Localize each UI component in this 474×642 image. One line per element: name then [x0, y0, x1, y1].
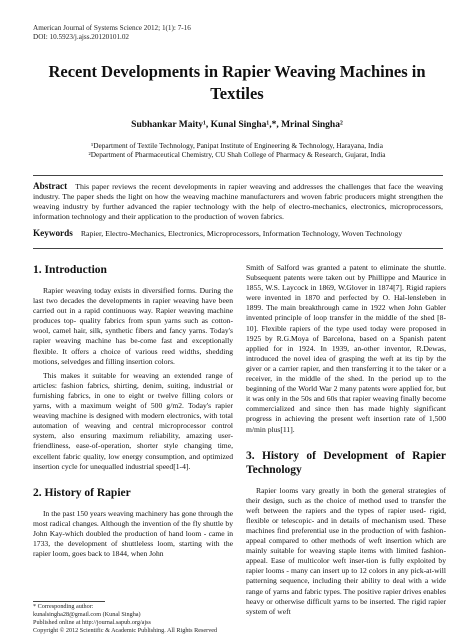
development-paragraph-1: Rapier looms vary greatly in both the general strategies of their design, such as the choice of method used to transfer the weft between the rapiers and the types of rapier used- rigid, flexible or telescopic- and in details of mechanism used. These machines find preferential use in the production of with fashion-appeal compared to other methods of weft insertion which are mainly suitable for weaving staple items with limited fashion-appeal. Ease of multicolor weft inser-tion is fully exploited by rapier looms - many can insert up to 12 colors in any pick-at-will patterning sequence, including their ability to deal with a wide range of yarns and fabric types. The positive rapier drives enables heavy or otherwise difficult yarns to be inserted. The rigid rapier system of weft: [246, 485, 446, 616]
right-column: [246, 263, 446, 621]
footnote-published: Published online at http://journal.sapub.org/ajss: [33, 619, 151, 626]
footnotes: [33, 603, 233, 635]
development-heading: 3. History of Development of Rapier Technology: [246, 449, 446, 476]
keywords: [33, 228, 443, 239]
history-paragraph-1-continued: Smith of Salford was granted a patent to eliminate the shuttle. Subsequent patents were taken out by Phillippe and Maurice in 1855, W.S. Laycock in 1869, W.Glover in 1874[7]. Rigid rapiers were invented in 1870 and perfected by O. Hal-lensleben in 1899. The main breakthrough came in 1922 when John Gabler invented principle of loop transfer in the middle of the shed [8-10]. Flexible rapiers of the type used today were proposed in 1925 by R.G.Moya of Barcelona, based on a Spanish patent applied for in 1924. In 1939, an-other inventor, R.Dewas, introduced the novel idea of grasping the weft at its tip by the giver or a carrier rapier, and then transferring it to the taker or a receiver, in the middle of the shed. In the period up to the beginning of the World War 2 many patents were applied for, but it was only in the 50s and 60s that rapier weaving finally become commercialized and since then has made highly significant progress in achieving the present weft insertion rate of 1,500 m/min plus[11].: [246, 263, 446, 434]
keywords-text: Rapier, Electro-Mechanics, Electronics, Microprocessors, Information Technology, Woven Technology: [80, 229, 403, 238]
paper-title: Recent Developments in Rapier Weaving Machines in Textiles: [48, 62, 426, 103]
abstract-text: This paper reviews the recent developments in rapier weaving and addresses the challenges that face the weaving industry. The paper sheds the light on how the weaving machine manufacturers and woven fabric producers might strengthen the weaving industry by further advanced the rapier technology with the help of electro-mechanics, electronics, microprocessors, information technology and their application to the production of woven fabrics.: [33, 182, 443, 221]
journal-header: [33, 24, 191, 42]
author-list: Subhankar Maity¹, Kunal Singha¹,*, Mrinal Singha²: [131, 120, 343, 130]
affiliation-2: ²Department of Pharmaceutical Chemistry, CU Shah College of Pharmacy & Research, Gujarat, India: [88, 150, 386, 159]
introduction-paragraph-1: Rapier weaving today exists in diversified forms. During the last two decades the developments in rapier weaving have been carried out in a rapid continuous way. Rapier weaving machine produces top- quality fabrics from spun yarns such as cotton-wool, camel hair, silk, synthetic fibers and fancy yarns. Today's rapier weaving machine has be-come fast and exceptionally flexible. It offers a choice of various reed widths, shedding motions, selvedges and filling insertion colors.: [33, 286, 233, 366]
introduction-paragraph-2: This makes it suitable for weaving an extended range of articles: fashion fabrics, shirting, denim, suiting, industrial or furnishing fabrics, in one to eight or twelve filling colors or yarns, with a maximum weight of 500 g/m2. Today's rapier weaving machine is designed with modern electronics, with total automation of weaving and central microprocessor control system, also ensuring maximum reliability, amazing user-friendliness, ease-of-operation, shorter style changing time, excellent fabric quality, low energy consumption, and optimized insertion cycle for unequalled industrial speed[1-4].: [33, 370, 233, 471]
history-paragraph-1: In the past 150 years weaving machinery has gone through the most radical changes. Although the invention of the fly shuttle by John Kay-which doubled the production of hand loom - came in 1733, the development of shuttleless loom, starting with the rapier loom, goes back to 1844, when John: [33, 508, 233, 559]
footnote-email: kunalsingha28@gmail.com (Kunal Singha): [33, 611, 141, 618]
abstract-label: Abstract: [33, 181, 68, 191]
journal-citation: American Journal of Systems Science 2012; 1(1): 7-16: [33, 24, 191, 32]
footnote-copyright: Copyright © 2012 Scientific & Academic Publishing. All Rights Reserved: [33, 627, 218, 634]
affiliation-1: ¹Department of Textile Technology, Panipat Institute of Engineering & Technology, Harayana, India: [91, 141, 383, 150]
abstract-bottom-rule: [33, 248, 443, 249]
footnote-corresponding: * Corresponding author:: [33, 603, 94, 610]
left-column: [33, 263, 233, 563]
history-heading: 2. History of Rapier: [33, 486, 131, 499]
introduction-heading: 1. Introduction: [33, 264, 107, 276]
footnote-rule: [33, 601, 105, 602]
journal-doi: DOI: 10.5923/j.ajss.20120101.02: [33, 33, 130, 41]
abstract-top-rule: [33, 175, 443, 176]
affiliations: [0, 141, 474, 159]
abstract: [33, 181, 443, 222]
keywords-label: Keywords: [33, 228, 73, 238]
